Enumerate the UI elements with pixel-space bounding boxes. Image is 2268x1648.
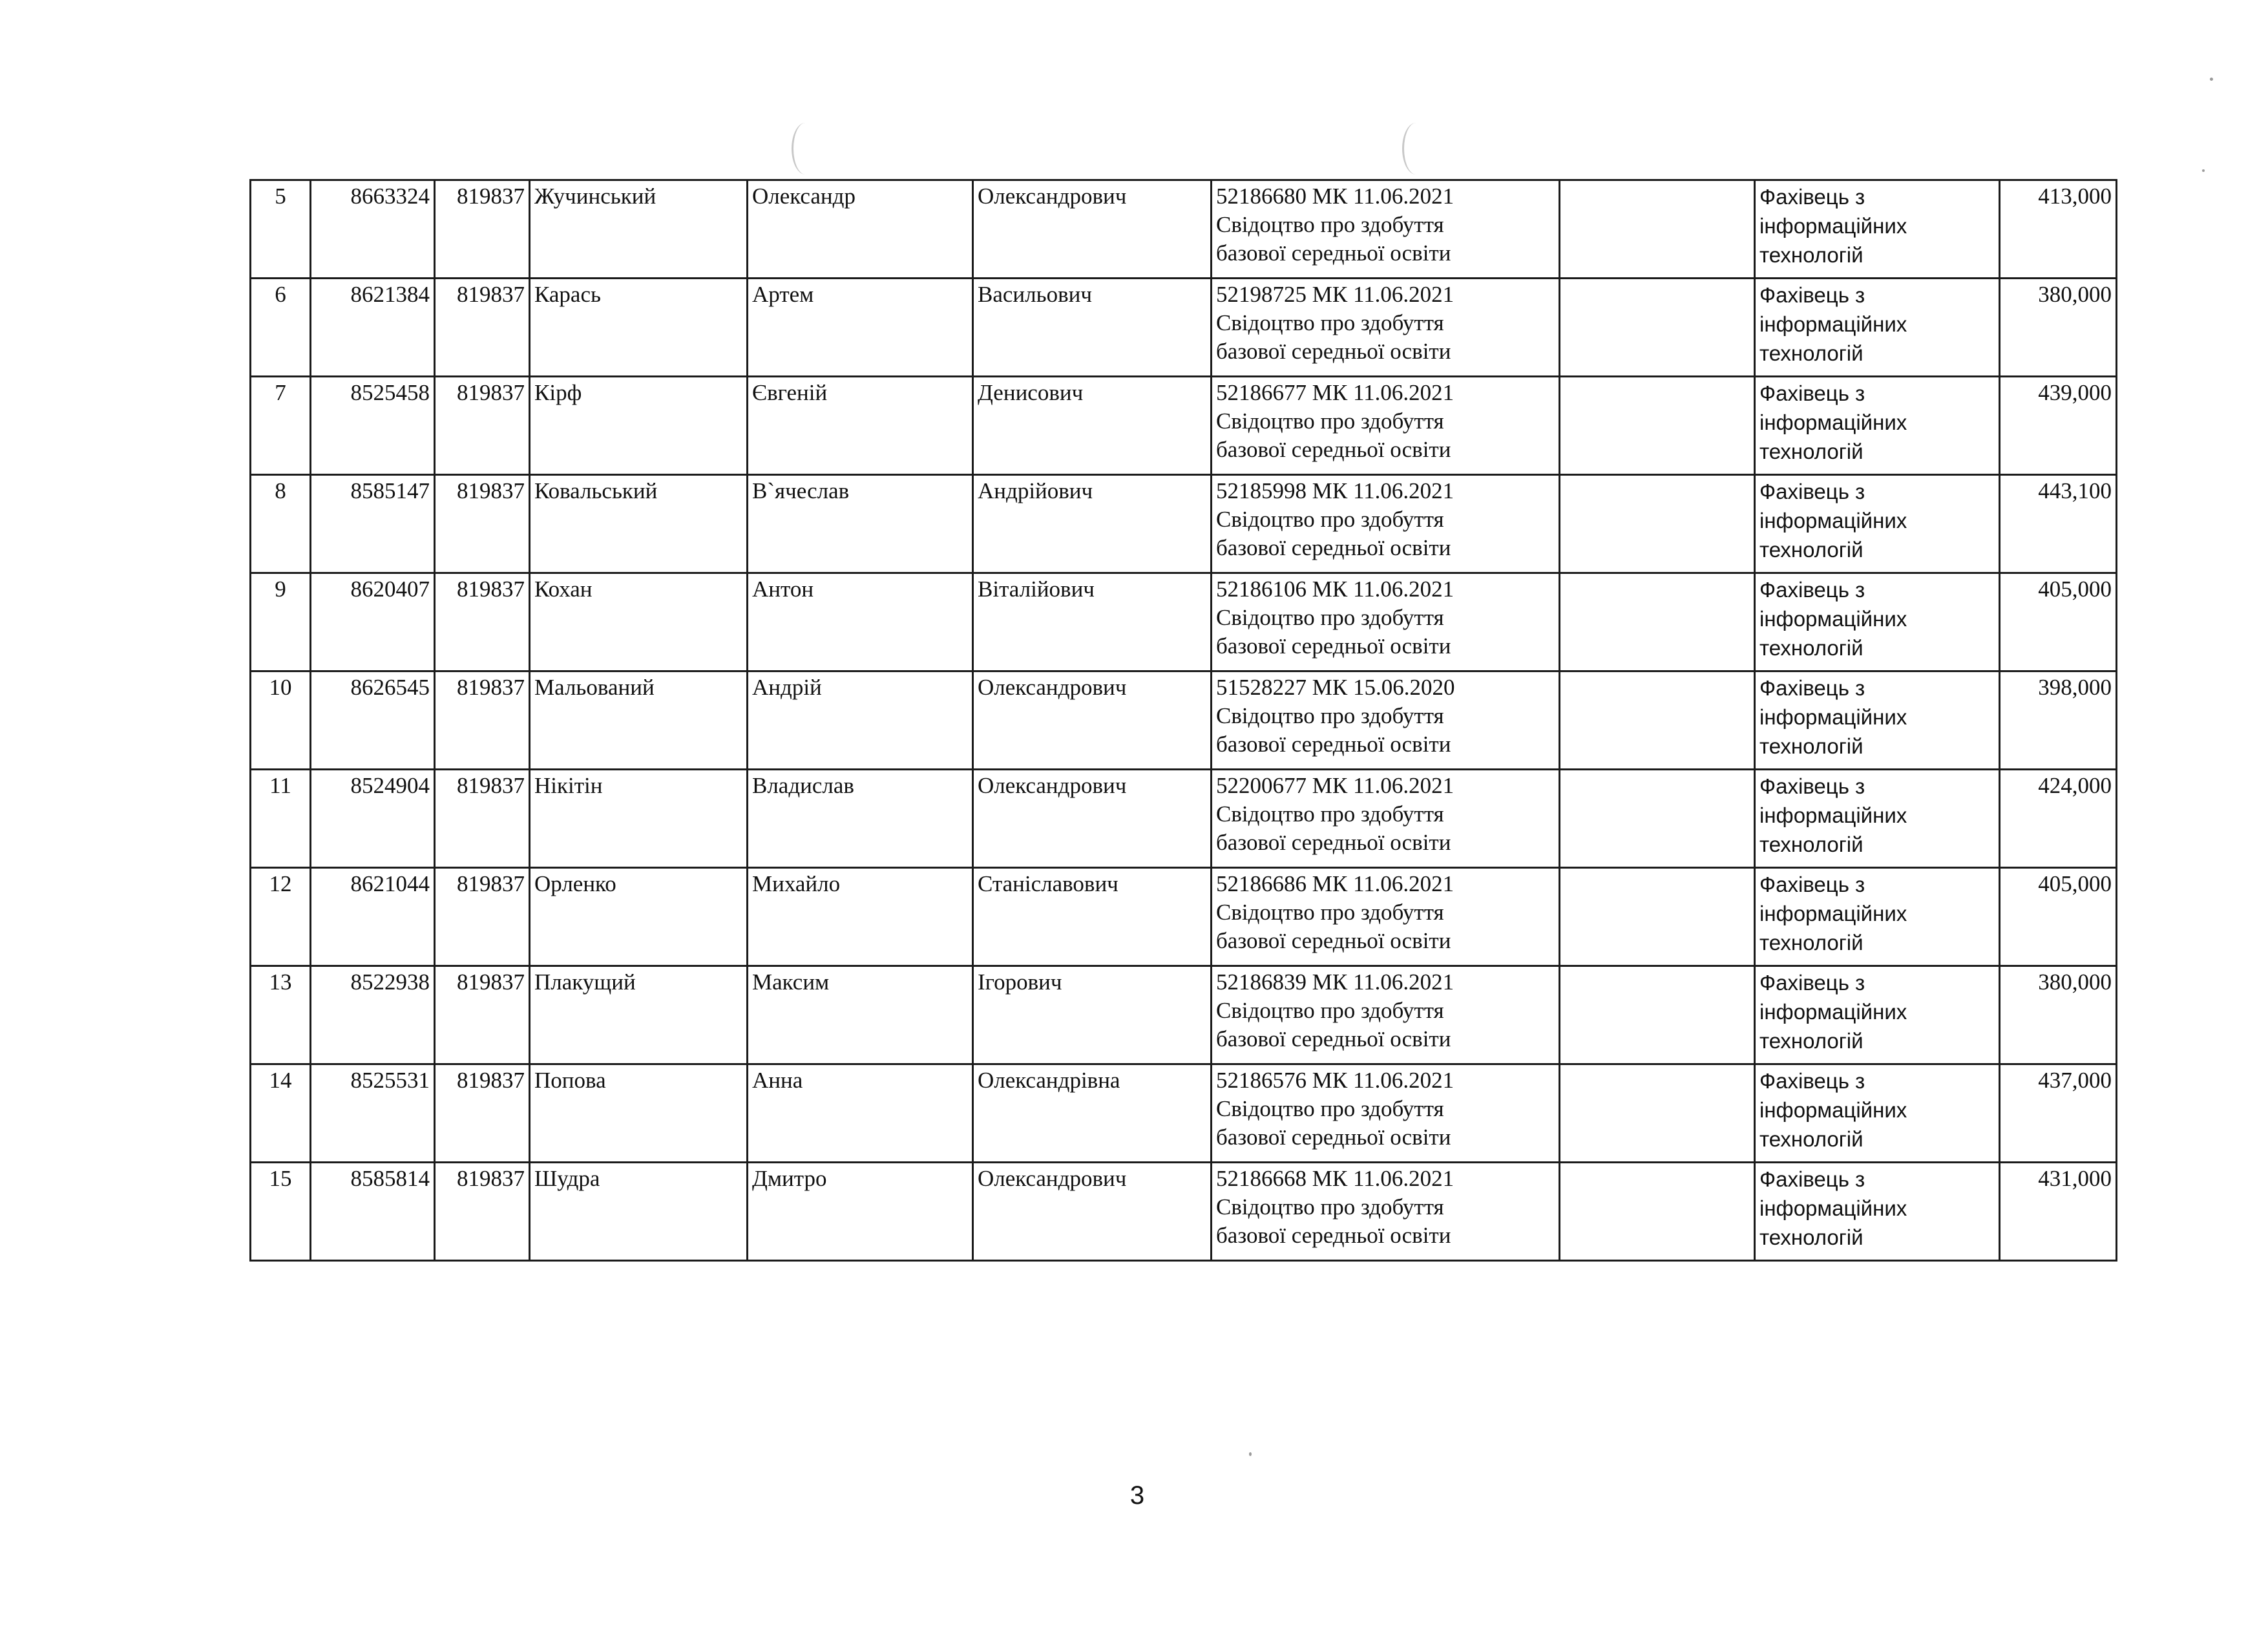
education-document-line: Свідоцтво про здобуття bbox=[1216, 703, 1444, 728]
specialty-line: Фахівець з bbox=[1759, 578, 1865, 602]
program-code-cell: 819837 bbox=[435, 475, 530, 573]
last-name-cell: Карась bbox=[530, 279, 748, 377]
specialty-cell bbox=[1755, 475, 2000, 573]
program-code-cell: 819837 bbox=[435, 279, 530, 377]
education-document-line: базової середньої освіти bbox=[1216, 535, 1451, 560]
specialty-line: технологій bbox=[1759, 1029, 1864, 1053]
applicant-id-cell: 8663324 bbox=[311, 180, 435, 279]
education-document-line: 51528227 МК 15.06.2020 bbox=[1216, 675, 1455, 700]
specialty-line: технологій bbox=[1759, 538, 1864, 562]
patronymic-cell: Олександрович bbox=[973, 770, 1212, 868]
education-document-cell bbox=[1212, 1064, 1560, 1163]
specialty-line: Фахівець з bbox=[1759, 185, 1865, 209]
education-document-line: Свідоцтво про здобуття bbox=[1216, 212, 1444, 237]
table-row bbox=[251, 573, 2117, 671]
education-document-line: 52186686 МК 11.06.2021 bbox=[1216, 871, 1454, 896]
specialty-line: інформаційних bbox=[1759, 1000, 1907, 1024]
empty-cell bbox=[1560, 770, 1755, 868]
specialty-cell bbox=[1755, 671, 2000, 770]
specialty-cell bbox=[1755, 180, 2000, 279]
table-row bbox=[251, 770, 2117, 868]
last-name-cell: Плакущий bbox=[530, 966, 748, 1064]
first-name-cell: Андрій bbox=[748, 671, 973, 770]
applicant-id-cell: 8524904 bbox=[311, 770, 435, 868]
education-document-line: Свідоцтво про здобуття bbox=[1216, 1096, 1444, 1121]
education-document-cell bbox=[1212, 671, 1560, 770]
patronymic-cell: Андрійович bbox=[973, 475, 1212, 573]
specialty-line: технологій bbox=[1759, 832, 1864, 856]
education-document-line: 52186106 МК 11.06.2021 bbox=[1216, 576, 1454, 602]
first-name-cell: Михайло bbox=[748, 868, 973, 966]
education-document-cell bbox=[1212, 279, 1560, 377]
last-name-cell: Мальований bbox=[530, 671, 748, 770]
row-number-cell: 12 bbox=[251, 868, 311, 966]
row-number-cell: 9 bbox=[251, 573, 311, 671]
specialty-line: інформаційних bbox=[1759, 705, 1907, 729]
last-name-cell: Нікітін bbox=[530, 770, 748, 868]
specialty-line: інформаційних bbox=[1759, 214, 1907, 238]
applicant-id-cell: 8585814 bbox=[311, 1163, 435, 1261]
education-document-line: базової середньої освіти bbox=[1216, 830, 1451, 855]
table-row bbox=[251, 671, 2117, 770]
specialty-line: Фахівець з bbox=[1759, 1069, 1865, 1093]
specialty-cell bbox=[1755, 573, 2000, 671]
empty-cell bbox=[1560, 1064, 1755, 1163]
applicant-id-cell: 8621384 bbox=[311, 279, 435, 377]
patronymic-cell: Олександрович bbox=[973, 180, 1212, 279]
table-row bbox=[251, 868, 2117, 966]
row-number-cell: 7 bbox=[251, 377, 311, 475]
program-code-cell: 819837 bbox=[435, 868, 530, 966]
table-row bbox=[251, 180, 2117, 279]
education-document-line: базової середньої освіти bbox=[1216, 437, 1451, 462]
specialty-line: Фахівець з bbox=[1759, 774, 1865, 798]
education-document-line: Свідоцтво про здобуття bbox=[1216, 900, 1444, 925]
competition-score-cell: 443,100 bbox=[2000, 475, 2117, 573]
specialty-cell bbox=[1755, 868, 2000, 966]
specialty-cell bbox=[1755, 1064, 2000, 1163]
last-name-cell: Жучинський bbox=[530, 180, 748, 279]
first-name-cell: Владислав bbox=[748, 770, 973, 868]
first-name-cell: Антон bbox=[748, 573, 973, 671]
competition-score-cell: 431,000 bbox=[2000, 1163, 2117, 1261]
specialty-cell bbox=[1755, 770, 2000, 868]
row-number-cell: 11 bbox=[251, 770, 311, 868]
first-name-cell: В`ячеслав bbox=[748, 475, 973, 573]
specialty-line: інформаційних bbox=[1759, 607, 1907, 631]
education-document-line: базової середньої освіти bbox=[1216, 633, 1451, 659]
specialty-line: технологій bbox=[1759, 734, 1864, 758]
competition-score-cell: 380,000 bbox=[2000, 279, 2117, 377]
education-document-line: Свідоцтво про здобуття bbox=[1216, 408, 1444, 434]
scan-artifact-left-bracket bbox=[792, 123, 819, 174]
program-code-cell: 819837 bbox=[435, 573, 530, 671]
specialty-line: Фахівець з bbox=[1759, 381, 1865, 405]
scan-speck bbox=[1249, 1452, 1252, 1456]
applicant-id-cell: 8522938 bbox=[311, 966, 435, 1064]
education-document-line: базової середньої освіти bbox=[1216, 1026, 1451, 1051]
row-number-cell: 5 bbox=[251, 180, 311, 279]
specialty-line: Фахівець з bbox=[1759, 971, 1865, 995]
row-number-cell: 14 bbox=[251, 1064, 311, 1163]
empty-cell bbox=[1560, 377, 1755, 475]
scan-speck bbox=[2210, 78, 2213, 81]
education-document-line: Свідоцтво про здобуття bbox=[1216, 507, 1444, 532]
competition-score-cell: 405,000 bbox=[2000, 573, 2117, 671]
competition-score-cell: 405,000 bbox=[2000, 868, 2117, 966]
specialty-line: Фахівець з bbox=[1759, 872, 1865, 896]
first-name-cell: Євгеній bbox=[748, 377, 973, 475]
specialty-line: технологій bbox=[1759, 439, 1864, 463]
education-document-cell bbox=[1212, 475, 1560, 573]
specialty-line: Фахівець з bbox=[1759, 1167, 1865, 1191]
patronymic-cell: Васильович bbox=[973, 279, 1212, 377]
row-number-cell: 13 bbox=[251, 966, 311, 1064]
page-number: 3 bbox=[1129, 1481, 1145, 1510]
empty-cell bbox=[1560, 279, 1755, 377]
education-document-line: базової середньої освіти bbox=[1216, 1125, 1451, 1150]
specialty-line: Фахівець з bbox=[1759, 676, 1865, 700]
patronymic-cell: Станіславович bbox=[973, 868, 1212, 966]
row-number-cell: 8 bbox=[251, 475, 311, 573]
first-name-cell: Анна bbox=[748, 1064, 973, 1163]
education-document-line: Свідоцтво про здобуття bbox=[1216, 801, 1444, 827]
education-document-cell bbox=[1212, 1163, 1560, 1261]
education-document-line: базової середньої освіти bbox=[1216, 240, 1451, 266]
competition-score-cell: 398,000 bbox=[2000, 671, 2117, 770]
specialty-line: технологій bbox=[1759, 243, 1864, 267]
specialty-line: інформаційних bbox=[1759, 1098, 1907, 1122]
scan-artifact-right-bracket bbox=[1402, 123, 1430, 174]
education-document-cell bbox=[1212, 966, 1560, 1064]
education-document-line: 52186576 МК 11.06.2021 bbox=[1216, 1068, 1454, 1093]
last-name-cell: Ковальський bbox=[530, 475, 748, 573]
patronymic-cell: Олександрович bbox=[973, 671, 1212, 770]
specialty-line: технологій bbox=[1759, 636, 1864, 660]
education-document-cell bbox=[1212, 377, 1560, 475]
education-document-line: 52186668 МК 11.06.2021 bbox=[1216, 1166, 1454, 1191]
education-document-line: 52185998 МК 11.06.2021 bbox=[1216, 478, 1454, 503]
education-document-line: Свідоцтво про здобуття bbox=[1216, 605, 1444, 630]
patronymic-cell: Олександрович bbox=[973, 1163, 1212, 1261]
program-code-cell: 819837 bbox=[435, 671, 530, 770]
education-document-line: базової середньої освіти bbox=[1216, 1223, 1451, 1248]
program-code-cell: 819837 bbox=[435, 1163, 530, 1261]
education-document-line: 52200677 МК 11.06.2021 bbox=[1216, 773, 1454, 798]
row-number-cell: 15 bbox=[251, 1163, 311, 1261]
education-document-line: базової середньої освіти bbox=[1216, 732, 1451, 757]
applicant-id-cell: 8626545 bbox=[311, 671, 435, 770]
table-row bbox=[251, 475, 2117, 573]
applicants-table bbox=[249, 179, 2117, 1262]
row-number-cell: 10 bbox=[251, 671, 311, 770]
education-document-cell bbox=[1212, 180, 1560, 279]
specialty-cell bbox=[1755, 377, 2000, 475]
empty-cell bbox=[1560, 671, 1755, 770]
education-document-line: 52186839 МК 11.06.2021 bbox=[1216, 969, 1454, 995]
patronymic-cell: Віталійович bbox=[973, 573, 1212, 671]
patronymic-cell: Денисович bbox=[973, 377, 1212, 475]
competition-score-cell: 437,000 bbox=[2000, 1064, 2117, 1163]
last-name-cell: Шудра bbox=[530, 1163, 748, 1261]
patronymic-cell: Олександрівна bbox=[973, 1064, 1212, 1163]
specialty-line: інформаційних bbox=[1759, 803, 1907, 827]
row-number-cell: 6 bbox=[251, 279, 311, 377]
education-document-cell bbox=[1212, 868, 1560, 966]
first-name-cell: Артем bbox=[748, 279, 973, 377]
applicant-id-cell: 8621044 bbox=[311, 868, 435, 966]
education-document-cell bbox=[1212, 573, 1560, 671]
specialty-line: технологій bbox=[1759, 1127, 1864, 1151]
education-document-line: базової середньої освіти bbox=[1216, 928, 1451, 953]
first-name-cell: Максим bbox=[748, 966, 973, 1064]
first-name-cell: Олександр bbox=[748, 180, 973, 279]
empty-cell bbox=[1560, 180, 1755, 279]
first-name-cell: Дмитро bbox=[748, 1163, 973, 1261]
last-name-cell: Попова bbox=[530, 1064, 748, 1163]
specialty-cell bbox=[1755, 1163, 2000, 1261]
last-name-cell: Кірф bbox=[530, 377, 748, 475]
education-document-line: 52186680 МК 11.06.2021 bbox=[1216, 184, 1454, 209]
education-document-line: Свідоцтво про здобуття bbox=[1216, 998, 1444, 1023]
applicant-id-cell: 8525531 bbox=[311, 1064, 435, 1163]
last-name-cell: Кохан bbox=[530, 573, 748, 671]
program-code-cell: 819837 bbox=[435, 770, 530, 868]
specialty-cell bbox=[1755, 966, 2000, 1064]
education-document-line: 52186677 МК 11.06.2021 bbox=[1216, 380, 1454, 405]
program-code-cell: 819837 bbox=[435, 377, 530, 475]
program-code-cell: 819837 bbox=[435, 1064, 530, 1163]
specialty-line: технологій bbox=[1759, 341, 1864, 365]
applicant-id-cell: 8620407 bbox=[311, 573, 435, 671]
competition-score-cell: 413,000 bbox=[2000, 180, 2117, 279]
specialty-line: технологій bbox=[1759, 931, 1864, 955]
table-row bbox=[251, 377, 2117, 475]
empty-cell bbox=[1560, 1163, 1755, 1261]
empty-cell bbox=[1560, 573, 1755, 671]
table-row bbox=[251, 279, 2117, 377]
specialty-line: інформаційних bbox=[1759, 902, 1907, 925]
program-code-cell: 819837 bbox=[435, 180, 530, 279]
education-document-line: базової середньої освіти bbox=[1216, 339, 1451, 364]
education-document-line: Свідоцтво про здобуття bbox=[1216, 310, 1444, 335]
program-code-cell: 819837 bbox=[435, 966, 530, 1064]
scan-speck bbox=[2202, 169, 2205, 172]
empty-cell bbox=[1560, 966, 1755, 1064]
specialty-line: Фахівець з bbox=[1759, 480, 1865, 503]
specialty-line: інформаційних bbox=[1759, 312, 1907, 336]
specialty-line: технологій bbox=[1759, 1225, 1864, 1249]
competition-score-cell: 380,000 bbox=[2000, 966, 2117, 1064]
specialty-line: інформаційних bbox=[1759, 509, 1907, 533]
empty-cell bbox=[1560, 475, 1755, 573]
patronymic-cell: Ігорович bbox=[973, 966, 1212, 1064]
table-row bbox=[251, 1064, 2117, 1163]
education-document-line: Свідоцтво про здобуття bbox=[1216, 1194, 1444, 1220]
specialty-line: інформаційних bbox=[1759, 1196, 1907, 1220]
specialty-line: інформаційних bbox=[1759, 410, 1907, 434]
competition-score-cell: 424,000 bbox=[2000, 770, 2117, 868]
applicant-id-cell: 8525458 bbox=[311, 377, 435, 475]
education-document-line: 52198725 МК 11.06.2021 bbox=[1216, 282, 1454, 307]
competition-score-cell: 439,000 bbox=[2000, 377, 2117, 475]
specialty-line: Фахівець з bbox=[1759, 283, 1865, 307]
education-document-cell bbox=[1212, 770, 1560, 868]
table-row bbox=[251, 966, 2117, 1064]
last-name-cell: Орленко bbox=[530, 868, 748, 966]
applicant-id-cell: 8585147 bbox=[311, 475, 435, 573]
table-row bbox=[251, 1163, 2117, 1261]
specialty-cell bbox=[1755, 279, 2000, 377]
empty-cell bbox=[1560, 868, 1755, 966]
